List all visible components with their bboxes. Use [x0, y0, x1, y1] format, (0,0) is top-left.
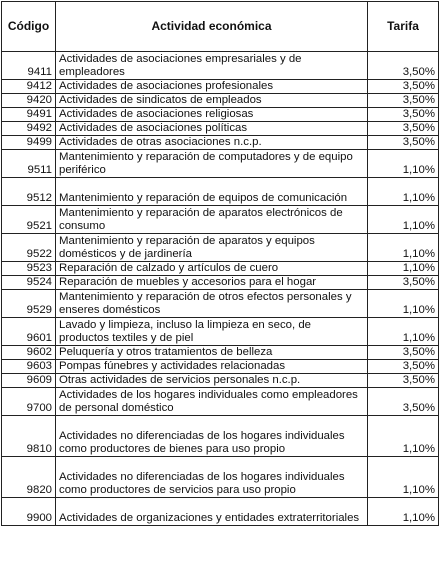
rate-cell: 1,10% [368, 416, 439, 457]
activity-cell: Actividades de asociaciones empresariales y de empleadores [56, 52, 368, 80]
rate-cell: 1,10% [368, 457, 439, 498]
activity-cell: Lavado y limpieza, incluso la limpieza en seco, de productos textiles y de piel [56, 318, 368, 346]
table-row [2, 52, 439, 80]
rate-cell: 3,50% [368, 374, 439, 388]
rate-cell: 3,50% [368, 94, 439, 108]
table-row [2, 94, 439, 108]
code-cell: 9603 [2, 360, 56, 374]
code-cell: 9700 [2, 388, 56, 416]
activity-cell: Actividades de asociaciones profesionales [56, 80, 368, 94]
table-row [2, 276, 439, 290]
table-row [2, 346, 439, 360]
table-row [2, 206, 439, 234]
table-body [2, 52, 439, 526]
rate-cell: 1,10% [368, 150, 439, 178]
activity-cell: Actividades de otras asociaciones n.c.p. [56, 136, 368, 150]
header-rate: Tarifa [368, 2, 439, 52]
table-header [2, 2, 439, 52]
rate-cell: 1,10% [368, 262, 439, 276]
code-cell: 9602 [2, 346, 56, 360]
code-cell: 9420 [2, 94, 56, 108]
code-cell: 9411 [2, 52, 56, 80]
rate-cell: 3,50% [368, 52, 439, 80]
code-cell: 9529 [2, 290, 56, 318]
rate-cell: 3,50% [368, 122, 439, 136]
rate-cell: 1,10% [368, 234, 439, 262]
rate-cell: 3,50% [368, 108, 439, 122]
activity-cell: Mantenimiento y reparación de aparatos y equipos domésticos y de jardinería [56, 234, 368, 262]
code-cell: 9609 [2, 374, 56, 388]
code-cell: 9601 [2, 318, 56, 346]
activity-cell: Reparación de muebles y accesorios para el hogar [56, 276, 368, 290]
activity-cell: Actividades de los hogares individuales como empleadores de personal doméstico [56, 388, 368, 416]
rate-cell: 3,50% [368, 388, 439, 416]
table-row [2, 136, 439, 150]
table-row [2, 262, 439, 276]
code-cell: 9522 [2, 234, 56, 262]
code-cell: 9521 [2, 206, 56, 234]
code-cell: 9512 [2, 178, 56, 206]
activity-rate-table [1, 1, 439, 526]
activity-cell: Actividades no diferenciadas de los hogares individuales como productores de servicios para uso propio [56, 457, 368, 498]
activity-cell: Mantenimiento y reparación de equipos de comunicación [56, 178, 368, 206]
table-row [2, 122, 439, 136]
code-cell: 9900 [2, 498, 56, 526]
activity-cell: Actividades no diferenciadas de los hogares individuales como productores de bienes para uso propio [56, 416, 368, 457]
activity-cell: Otras actividades de servicios personales n.c.p. [56, 374, 368, 388]
code-cell: 9523 [2, 262, 56, 276]
rate-cell: 1,10% [368, 206, 439, 234]
table-row [2, 318, 439, 346]
header-code: Código [2, 2, 56, 52]
activity-cell: Mantenimiento y reparación de computadores y de equipo periférico [56, 150, 368, 178]
rate-cell: 1,10% [368, 178, 439, 206]
table-row [2, 108, 439, 122]
rate-cell: 3,50% [368, 360, 439, 374]
code-cell: 9810 [2, 416, 56, 457]
header-row [2, 2, 439, 52]
activity-cell: Reparación de calzado y artículos de cuero [56, 262, 368, 276]
activity-cell: Actividades de asociaciones religiosas [56, 108, 368, 122]
table-row [2, 374, 439, 388]
table-row [2, 178, 439, 206]
rate-cell: 1,10% [368, 498, 439, 526]
code-cell: 9499 [2, 136, 56, 150]
code-cell: 9492 [2, 122, 56, 136]
rate-cell: 1,10% [368, 290, 439, 318]
activity-cell: Peluquería y otros tratamientos de belleza [56, 346, 368, 360]
table-row [2, 388, 439, 416]
code-cell: 9412 [2, 80, 56, 94]
code-cell: 9820 [2, 457, 56, 498]
table-row [2, 80, 439, 94]
header-activity: Actividad económica [56, 2, 368, 52]
table-row [2, 150, 439, 178]
activity-cell: Pompas fúnebres y actividades relacionadas [56, 360, 368, 374]
code-cell: 9511 [2, 150, 56, 178]
rate-cell: 3,50% [368, 346, 439, 360]
rate-cell: 3,50% [368, 276, 439, 290]
table-row [2, 498, 439, 526]
rate-cell: 1,10% [368, 318, 439, 346]
table-row [2, 360, 439, 374]
table-row [2, 416, 439, 457]
code-cell: 9524 [2, 276, 56, 290]
activity-cell: Mantenimiento y reparación de aparatos electrónicos de consumo [56, 206, 368, 234]
rate-cell: 3,50% [368, 80, 439, 94]
activity-cell: Actividades de asociaciones políticas [56, 122, 368, 136]
table-row [2, 457, 439, 498]
activity-cell: Mantenimiento y reparación de otros efectos personales y enseres domésticos [56, 290, 368, 318]
table-row [2, 290, 439, 318]
activity-cell: Actividades de organizaciones y entidades extraterritoriales [56, 498, 368, 526]
rate-cell: 3,50% [368, 136, 439, 150]
code-cell: 9491 [2, 108, 56, 122]
activity-cell: Actividades de sindicatos de empleados [56, 94, 368, 108]
table-row [2, 234, 439, 262]
